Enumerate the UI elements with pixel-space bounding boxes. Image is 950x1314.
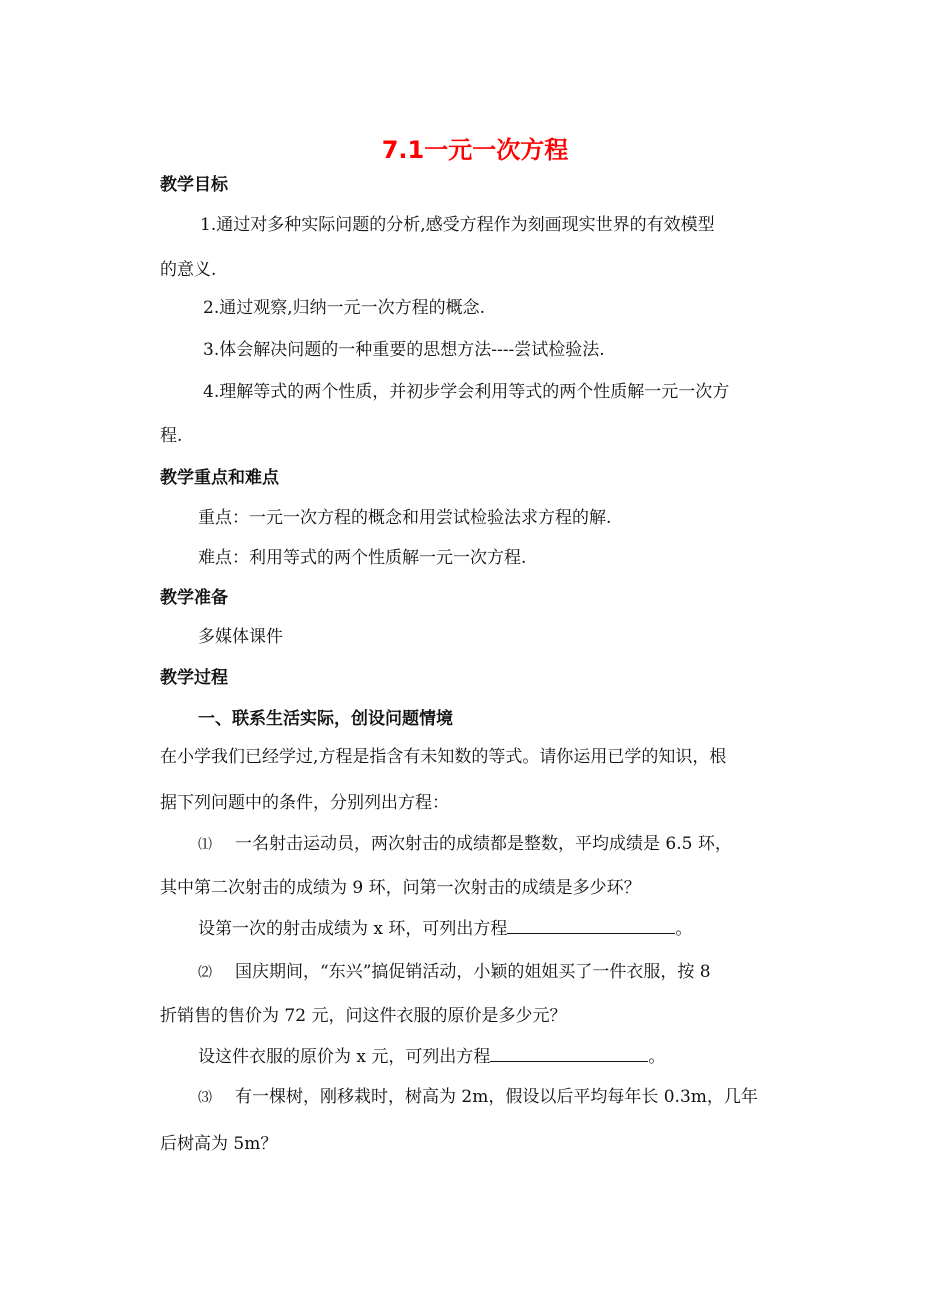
- objective-4-line-2: 程.: [160, 426, 183, 446]
- question-2-line-2: 折销售的售价为 72 元，问这件衣服的原价是多少元？: [160, 1006, 567, 1026]
- objective-3: 3.体会解决问题的一种重要的思想方法----尝试检验法.: [203, 340, 605, 360]
- question-2-answer-blank: [490, 1045, 648, 1062]
- question-2-number: ⑵: [198, 965, 212, 981]
- intro-line-1: 在小学我们已经学过,方程是指含有未知数的等式。请你运用已学的知识，根: [160, 747, 727, 767]
- preparation-content: 多媒体课件: [198, 627, 283, 647]
- objective-4-line-1: 4.理解等式的两个性质，并初步学会利用等式的两个性质解一元一次方: [203, 382, 730, 402]
- question-2-answer-prefix: 设这件衣服的原价为 x 元，可列出方程: [198, 1047, 491, 1067]
- objective-1-line-1: 1.通过对多种实际问题的分析,感受方程作为刻画现实世界的有效模型: [200, 215, 715, 235]
- question-1-answer-blank: [507, 917, 675, 934]
- preparation-heading: 教学准备: [160, 588, 228, 608]
- section-1-heading: 一、联系生活实际，创设问题情境: [198, 709, 453, 729]
- question-1-answer-suffix: 。: [675, 919, 693, 939]
- question-3-line-2: 后树高为 5m？: [160, 1134, 278, 1154]
- difficulty-point: 难点：利用等式的两个性质解一元一次方程.: [198, 548, 527, 568]
- question-2-answer: [198, 1045, 665, 1068]
- question-1-number: ⑴: [198, 837, 212, 853]
- objective-1-line-2: 的意义.: [160, 260, 217, 280]
- objectives-heading: 教学目标: [160, 175, 228, 195]
- page-title: 7.1一元一次方程: [381, 136, 569, 164]
- intro-line-2: 据下列问题中的条件，分别列出方程：: [160, 793, 449, 813]
- question-1-line-1: 一名射击运动员，两次射击的成绩都是整数，平均成绩是 6.5 环，: [235, 834, 732, 854]
- question-1-answer-prefix: 设第一次的射击成绩为 x 环，可列出方程: [198, 919, 508, 939]
- question-1-answer: [198, 917, 692, 940]
- question-1-line-2: 其中第二次射击的成绩为 9 环，问第一次射击的成绩是多少环？: [160, 878, 641, 898]
- key-point: 重点：一元一次方程的概念和用尝试检验法求方程的解.: [198, 508, 612, 528]
- question-3-number: ⑶: [198, 1090, 212, 1106]
- question-3-line-1: 有一棵树，刚移栽时，树高为 2m，假设以后平均每年长 0.3m，几年: [235, 1087, 758, 1107]
- question-2-line-1: 国庆期间，“东兴”搞促销活动，小颖的姐姐买了一件衣服，按 8: [235, 962, 711, 982]
- question-2-answer-suffix: 。: [648, 1047, 666, 1067]
- process-heading: 教学过程: [160, 668, 228, 688]
- objective-2: 2.通过观察,归纳一元一次方程的概念.: [203, 298, 486, 318]
- key-points-heading: 教学重点和难点: [160, 468, 279, 488]
